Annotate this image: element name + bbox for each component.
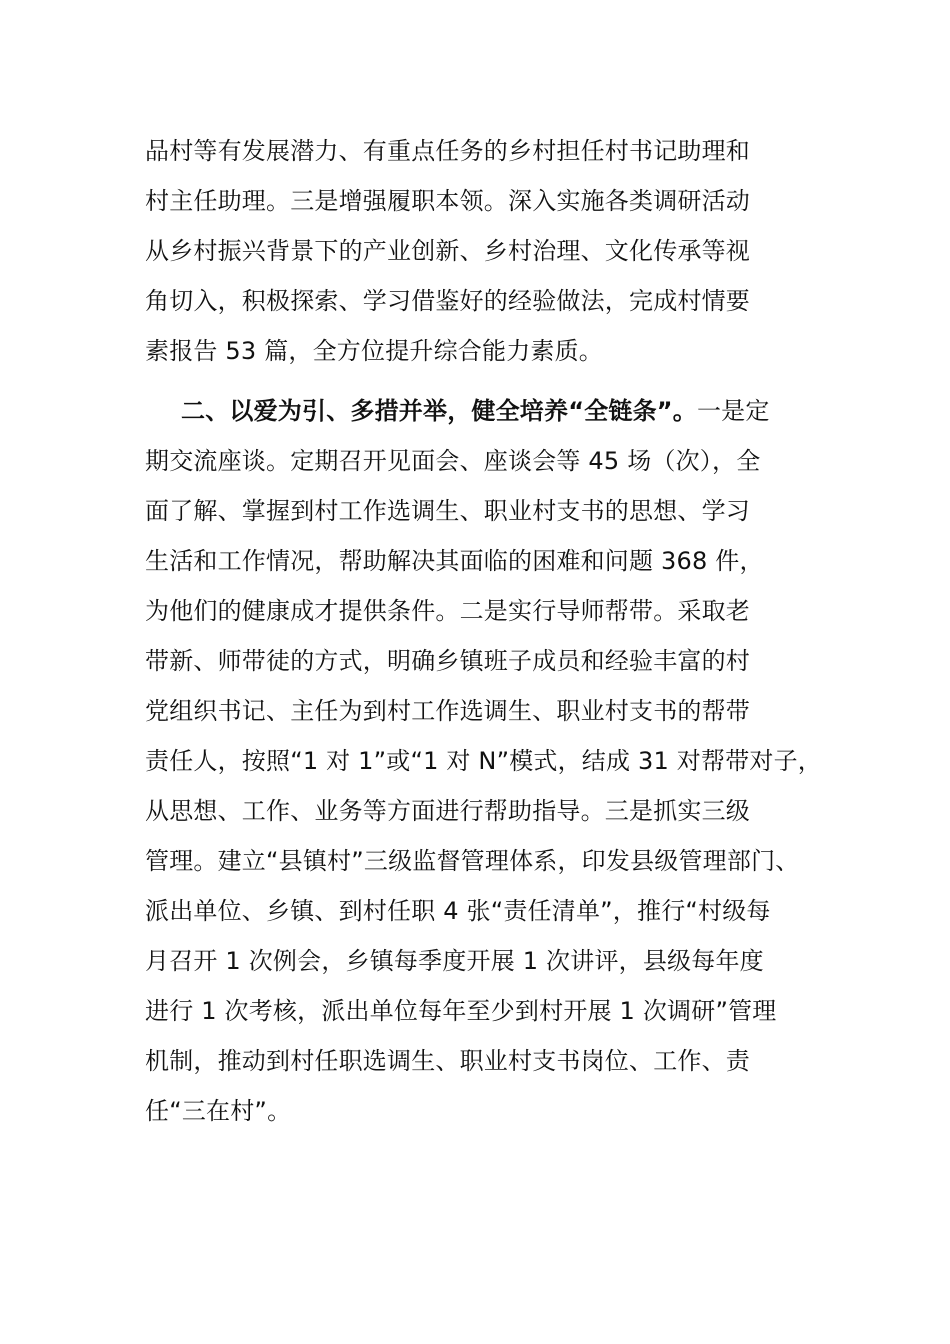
paragraph-line: 月召开 1 次例会，乡镇每季度开展 1 次讲评，县级每年度 (145, 947, 764, 975)
paragraph-line: 角切入，积极探索、学习借鉴好的经验做法，完成村情要 (145, 287, 750, 315)
section-heading: 二、以爱为引、多措并举，健全培养“全链条”。 (181, 397, 697, 425)
paragraph-line: 期交流座谈。定期召开见面会、座谈会等 45 场（次），全 (145, 447, 761, 475)
paragraph-line: 任“三在村”。 (145, 1097, 292, 1125)
paragraph-line: 面了解、掌握到村工作选调生、职业村支书的思想、学习 (145, 497, 750, 525)
paragraph-line: 机制，推动到村任职选调生、职业村支书岗位、工作、责 (145, 1047, 750, 1075)
paragraph-line: 党组织书记、主任为到村工作选调生、职业村支书的帮带 (145, 697, 750, 725)
paragraph-line: 从乡村振兴背景下的产业创新、乡村治理、文化传承等视 (145, 237, 750, 265)
paragraph-1 (145, 126, 845, 376)
paragraph-line: 村主任助理。三是增强履职本领。深入实施各类调研活动 (145, 187, 750, 215)
paragraph-line: 从思想、工作、业务等方面进行帮助指导。三是抓实三级 (145, 797, 750, 825)
paragraph-line: 品村等有发展潜力、有重点任务的乡村担任村书记助理和 (145, 137, 750, 165)
paragraph-line: 生活和工作情况，帮助解决其面临的困难和问题 368 件， (145, 547, 764, 575)
paragraph-line: 责任人，按照“1 对 1”或“1 对 N”模式，结成 31 对帮带对子， (145, 747, 823, 775)
paragraph-line: 派出单位、乡镇、到村任职 4 张“责任清单”，推行“村级每 (145, 897, 771, 925)
paragraph-first-line (145, 386, 845, 436)
paragraph-line: 为他们的健康成才提供条件。二是实行导师帮带。采取老 (145, 597, 750, 625)
paragraph-line: 进行 1 次考核，派出单位每年至少到村开展 1 次调研”管理 (145, 997, 777, 1025)
paragraph-line: 管理。建立“县镇村”三级监督管理体系，印发县级管理部门、 (145, 847, 800, 875)
paragraph-line: 素报告 53 篇，全方位提升综合能力素质。 (145, 337, 603, 365)
heading-line-rest: 一是定 (696, 397, 770, 425)
paragraph-2 (145, 386, 845, 1136)
paragraph-line: 带新、师带徒的方式，明确乡镇班子成员和经验丰富的村 (145, 647, 750, 675)
